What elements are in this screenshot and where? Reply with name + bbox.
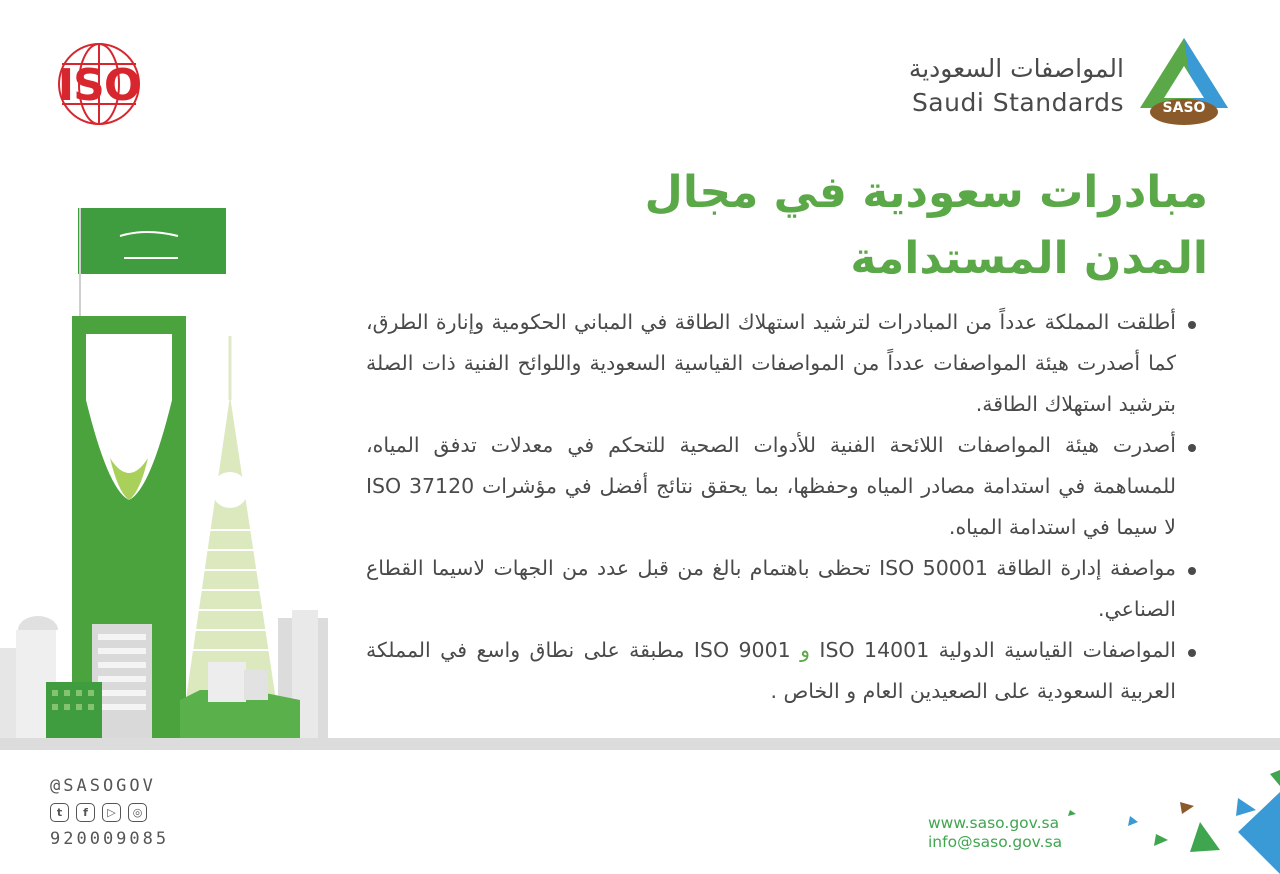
- iso-logo: [48, 42, 150, 126]
- bullet-item-4: [366, 630, 1196, 712]
- iso-logo-text: ISO: [57, 60, 141, 111]
- bullet-4-conjunction: و: [800, 638, 810, 662]
- brand-name-en: Saudi Standards: [911, 88, 1124, 117]
- title-line-1: مبادرات سعودية في مجال: [644, 167, 1208, 218]
- brand-name-ar: المواصفات السعودية: [908, 54, 1124, 83]
- decorative-triangles: [1060, 770, 1280, 874]
- bullet-item-3: مواصفة إدارة الطاقة ISO 50001 تحظى باهتمام بالغ من قبل عدد من الجهات لاسيما القطاع الصناعي.: [366, 548, 1196, 630]
- social-icons: [50, 803, 147, 822]
- website-link[interactable]: www.saso.gov.sa: [928, 814, 1060, 832]
- saso-logo-text: SASO: [1162, 100, 1206, 116]
- social-handle[interactable]: @SASOGOV: [50, 776, 156, 796]
- riyadh-skyline-illustration: [0, 200, 340, 745]
- youtube-icon[interactable]: ▷: [102, 803, 121, 822]
- twitter-icon[interactable]: t: [50, 803, 69, 822]
- bullet-item-2: أصدرت هيئة المواصفات اللائحة الفنية للأدوات الصحية للتحكم في معدلات تدفق المياه، للمساهمة في استدامة مصادر المياه وحفظها، بما يحقق نتائج أفضل في مؤشرات ISO 37120 لا سيما في استدامة المياه.: [366, 425, 1196, 548]
- phone-number[interactable]: 920009085: [50, 829, 170, 849]
- email-link[interactable]: info@saso.gov.sa: [928, 833, 1063, 851]
- facebook-icon[interactable]: f: [76, 803, 95, 822]
- title-line-2: المدن المستدامة: [850, 233, 1208, 284]
- instagram-icon[interactable]: ◎: [128, 803, 147, 822]
- bullet-item-1: أطلقت المملكة عدداً من المبادرات لترشيد استهلاك الطاقة في المباني الحكومية وإنارة الطرق، كما أصدرت هيئة المواصفات عدداً من المواصفات القياسية السعودية واللوائح الفنية ذات الصلة بترشيد استهلاك الطاقة.: [366, 302, 1196, 425]
- divider-band: [0, 738, 1280, 750]
- bullet-4-text-before: المواصفات القياسية الدولية ISO 14001: [810, 638, 1176, 662]
- page-title: [588, 160, 1208, 292]
- bullet-list: [366, 302, 1196, 712]
- saudi-flag: [78, 208, 226, 274]
- bullet-4-text-after: ISO 9001 مطبقة على نطاق واسع في المملكة العربية السعودية على الصعيدين العام و الخاص .: [366, 638, 1176, 703]
